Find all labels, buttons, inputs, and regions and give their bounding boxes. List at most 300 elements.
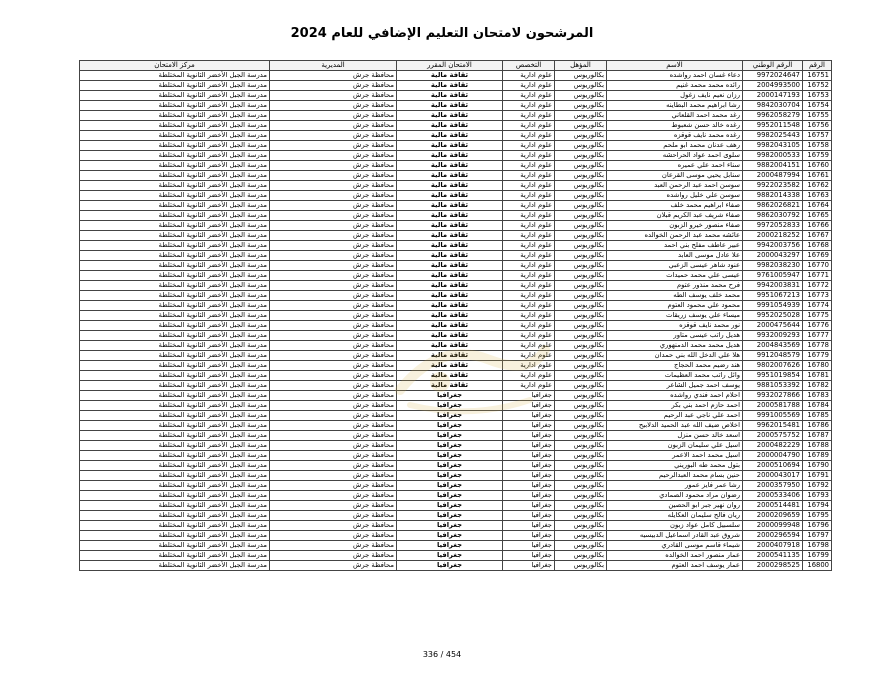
- cell-qualification: بكالوريوس: [555, 541, 607, 551]
- cell-name: بتول محمد طه البوريني: [607, 461, 743, 471]
- cell-exam: جغرافيا: [397, 471, 503, 481]
- cell-name: سناء احمد علي عميره: [607, 161, 743, 171]
- cell-specialization: علوم ادارية: [503, 381, 555, 391]
- cell-national-id: 2000510694: [743, 461, 803, 471]
- cell-name: علا عادل موسى العابد: [607, 251, 743, 261]
- cell-national-id: 2000482229: [743, 441, 803, 451]
- cell-index: 16761: [803, 171, 832, 181]
- cell-exam: ثقافة مالية: [397, 321, 503, 331]
- cell-exam: جغرافيا: [397, 561, 503, 571]
- cell-exam: ثقافة مالية: [397, 311, 503, 321]
- cell-national-id: 9882014338: [743, 191, 803, 201]
- cell-name: محمد خلف يوسف الطه: [607, 291, 743, 301]
- cell-specialization: علوم ادارية: [503, 131, 555, 141]
- cell-qualification: بكالوريوس: [555, 461, 607, 471]
- cell-exam: ثقافة مالية: [397, 121, 503, 131]
- page-number: 336 / 454: [422, 650, 462, 659]
- cell-index: 16782: [803, 381, 832, 391]
- cell-qualification: بكالوريوس: [555, 171, 607, 181]
- cell-directorate: محافظة جرش: [270, 151, 397, 161]
- cell-directorate: محافظة جرش: [270, 541, 397, 551]
- cell-specialization: جغرافيا: [503, 551, 555, 561]
- cell-specialization: علوم ادارية: [503, 281, 555, 291]
- cell-qualification: بكالوريوس: [555, 551, 607, 561]
- cell-name: حنين بسام محمد العبدالرحيم: [607, 471, 743, 481]
- cell-national-id: 9862026821: [743, 201, 803, 211]
- cell-index: 16757: [803, 131, 832, 141]
- cell-index: 16799: [803, 551, 832, 561]
- cell-specialization: جغرافيا: [503, 501, 555, 511]
- cell-index: 16797: [803, 531, 832, 541]
- cell-center: مدرسة الجبل الأخضر الثانوية المختلطة: [80, 411, 270, 421]
- cell-exam: ثقافة مالية: [397, 271, 503, 281]
- header-specialization: التخصص: [503, 61, 555, 71]
- cell-specialization: علوم ادارية: [503, 231, 555, 241]
- table-row: [80, 361, 832, 371]
- table-row: [80, 221, 832, 231]
- cell-qualification: بكالوريوس: [555, 431, 607, 441]
- cell-qualification: بكالوريوس: [555, 471, 607, 481]
- cell-exam: ثقافة مالية: [397, 191, 503, 201]
- cell-exam: ثقافة مالية: [397, 131, 503, 141]
- cell-specialization: جغرافيا: [503, 471, 555, 481]
- table-row: [80, 371, 832, 381]
- cell-index: 16770: [803, 261, 832, 271]
- cell-directorate: محافظة جرش: [270, 311, 397, 321]
- cell-national-id: 2004993500: [743, 81, 803, 91]
- cell-national-id: 2000357950: [743, 481, 803, 491]
- table-row: [80, 311, 832, 321]
- cell-center: مدرسة الجبل الأخضر الثانوية المختلطة: [80, 491, 270, 501]
- cell-qualification: بكالوريوس: [555, 351, 607, 361]
- header-exam: الامتحان المقرر: [397, 61, 503, 71]
- cell-directorate: محافظة جرش: [270, 511, 397, 521]
- cell-center: مدرسة الجبل الأخضر الثانوية المختلطة: [80, 201, 270, 211]
- cell-name: نور محمد نايف قوقزه: [607, 321, 743, 331]
- cell-specialization: علوم ادارية: [503, 111, 555, 121]
- cell-specialization: علوم ادارية: [503, 91, 555, 101]
- cell-qualification: بكالوريوس: [555, 561, 607, 571]
- cell-directorate: محافظة جرش: [270, 491, 397, 501]
- cell-specialization: علوم ادارية: [503, 361, 555, 371]
- cell-specialization: علوم ادارية: [503, 301, 555, 311]
- cell-national-id: 2000004790: [743, 451, 803, 461]
- cell-directorate: محافظة جرش: [270, 171, 397, 181]
- cell-exam: ثقافة مالية: [397, 91, 503, 101]
- cell-name: اسعد خالد حسن منزل: [607, 431, 743, 441]
- table-row: [80, 511, 832, 521]
- cell-national-id: 9922023582: [743, 181, 803, 191]
- cell-specialization: علوم ادارية: [503, 371, 555, 381]
- cell-name: شيماء قاسم موسى القادري: [607, 541, 743, 551]
- cell-exam: ثقافة مالية: [397, 281, 503, 291]
- cell-specialization: علوم ادارية: [503, 271, 555, 281]
- cell-index: 16783: [803, 391, 832, 401]
- cell-directorate: محافظة جرش: [270, 221, 397, 231]
- cell-name: ميساء علي يوسف زريقات: [607, 311, 743, 321]
- cell-exam: جغرافيا: [397, 521, 503, 531]
- cell-qualification: بكالوريوس: [555, 341, 607, 351]
- cell-name: يوسف احمد جميل الشاعر: [607, 381, 743, 391]
- table-row: [80, 521, 832, 531]
- cell-index: 16780: [803, 361, 832, 371]
- cell-index: 16778: [803, 341, 832, 351]
- cell-directorate: محافظة جرش: [270, 191, 397, 201]
- cell-exam: جغرافيا: [397, 421, 503, 431]
- cell-exam: جغرافيا: [397, 501, 503, 511]
- cell-national-id: 9982043105: [743, 141, 803, 151]
- table-row: [80, 211, 832, 221]
- cell-name: هلا علي الدخل الله بني حمدان: [607, 351, 743, 361]
- cell-index: 16766: [803, 221, 832, 231]
- cell-directorate: محافظة جرش: [270, 341, 397, 351]
- cell-qualification: بكالوريوس: [555, 211, 607, 221]
- cell-index: 16773: [803, 291, 832, 301]
- table-row: [80, 501, 832, 511]
- cell-national-id: 2000487994: [743, 171, 803, 181]
- cell-exam: جغرافيا: [397, 481, 503, 491]
- cell-qualification: بكالوريوس: [555, 381, 607, 391]
- cell-exam: ثقافة مالية: [397, 241, 503, 251]
- cell-directorate: محافظة جرش: [270, 371, 397, 381]
- cell-directorate: محافظة جرش: [270, 481, 397, 491]
- cell-name: عمار منصور احمد الخوالده: [607, 551, 743, 561]
- cell-name: رشا ابراهيم محمد البطاينه: [607, 101, 743, 111]
- cell-national-id: 9982000533: [743, 151, 803, 161]
- cell-exam: جغرافيا: [397, 531, 503, 541]
- cell-directorate: محافظة جرش: [270, 301, 397, 311]
- cell-qualification: بكالوريوس: [555, 81, 607, 91]
- cell-specialization: علوم ادارية: [503, 261, 555, 271]
- cell-exam: جغرافيا: [397, 511, 503, 521]
- cell-index: 16798: [803, 541, 832, 551]
- cell-center: مدرسة الجبل الأخضر الثانوية المختلطة: [80, 311, 270, 321]
- cell-national-id: 2000298525: [743, 561, 803, 571]
- cell-center: مدرسة الجبل الأخضر الثانوية المختلطة: [80, 101, 270, 111]
- cell-index: 16754: [803, 101, 832, 111]
- cell-qualification: بكالوريوس: [555, 441, 607, 451]
- cell-exam: ثقافة مالية: [397, 141, 503, 151]
- table-row: [80, 171, 832, 181]
- header-qualification: المؤهل: [555, 61, 607, 71]
- cell-directorate: محافظة جرش: [270, 71, 397, 81]
- cell-qualification: بكالوريوس: [555, 391, 607, 401]
- cell-center: مدرسة الجبل الأخضر الثانوية المختلطة: [80, 481, 270, 491]
- cell-name: سنابل يحيي موسى القرعان: [607, 171, 743, 181]
- cell-center: مدرسة الجبل الأخضر الثانوية المختلطة: [80, 421, 270, 431]
- cell-specialization: علوم ادارية: [503, 291, 555, 301]
- cell-specialization: علوم ادارية: [503, 341, 555, 351]
- header-directorate: المديرية: [270, 61, 397, 71]
- cell-directorate: محافظة جرش: [270, 141, 397, 151]
- cell-center: مدرسة الجبل الأخضر الثانوية المختلطة: [80, 351, 270, 361]
- cell-directorate: محافظة جرش: [270, 421, 397, 431]
- cell-directorate: محافظة جرش: [270, 251, 397, 261]
- table-row: [80, 301, 832, 311]
- cell-directorate: محافظة جرش: [270, 431, 397, 441]
- cell-directorate: محافظة جرش: [270, 451, 397, 461]
- cell-exam: ثقافة مالية: [397, 151, 503, 161]
- cell-qualification: بكالوريوس: [555, 91, 607, 101]
- table-row: [80, 271, 832, 281]
- cell-national-id: 9932027866: [743, 391, 803, 401]
- cell-directorate: محافظة جرش: [270, 241, 397, 251]
- cell-national-id: 9972052833: [743, 221, 803, 231]
- header-center: مركز الامتحان: [80, 61, 270, 71]
- cell-exam: ثقافة مالية: [397, 331, 503, 341]
- cell-national-id: 9962058279: [743, 111, 803, 121]
- cell-name: رائده محمد محمد غنيم: [607, 81, 743, 91]
- header-national-id: الرقم الوطني: [743, 61, 803, 71]
- cell-national-id: 2004843569: [743, 341, 803, 351]
- cell-national-id: 9991054939: [743, 301, 803, 311]
- cell-national-id: 9991005569: [743, 411, 803, 421]
- cell-center: مدرسة الجبل الأخضر الثانوية المختلطة: [80, 461, 270, 471]
- cell-exam: ثقافة مالية: [397, 341, 503, 351]
- cell-name: شروق عبد القادر اسماعيل الدبيسيه: [607, 531, 743, 541]
- cell-exam: ثقافة مالية: [397, 301, 503, 311]
- table-row: [80, 151, 832, 161]
- cell-index: 16752: [803, 81, 832, 91]
- cell-qualification: بكالوريوس: [555, 121, 607, 131]
- cell-national-id: 9962015481: [743, 421, 803, 431]
- cell-index: 16795: [803, 511, 832, 521]
- cell-name: هند رضيم محمد الحجاج: [607, 361, 743, 371]
- cell-directorate: محافظة جرش: [270, 381, 397, 391]
- cell-national-id: 9942003831: [743, 281, 803, 291]
- cell-directorate: محافظة جرش: [270, 551, 397, 561]
- cell-name: هديل راتب عيسى متاور: [607, 331, 743, 341]
- cell-center: مدرسة الجبل الأخضر الثانوية المختلطة: [80, 381, 270, 391]
- table-row: [80, 101, 832, 111]
- cell-qualification: بكالوريوس: [555, 131, 607, 141]
- cell-qualification: بكالوريوس: [555, 421, 607, 431]
- cell-name: اسيل علي سليمان الزبون: [607, 441, 743, 451]
- cell-national-id: 9802007626: [743, 361, 803, 371]
- cell-index: 16791: [803, 471, 832, 481]
- cell-index: 16774: [803, 301, 832, 311]
- table-row: [80, 91, 832, 101]
- cell-exam: ثقافة مالية: [397, 111, 503, 121]
- cell-specialization: علوم ادارية: [503, 71, 555, 81]
- cell-name: رغده خالد حسن شعبوط: [607, 121, 743, 131]
- cell-directorate: محافظة جرش: [270, 471, 397, 481]
- cell-exam: ثقافة مالية: [397, 351, 503, 361]
- cell-center: مدرسة الجبل الأخضر الثانوية المختلطة: [80, 331, 270, 341]
- cell-directorate: محافظة جرش: [270, 501, 397, 511]
- cell-qualification: بكالوريوس: [555, 221, 607, 231]
- cell-specialization: علوم ادارية: [503, 321, 555, 331]
- cell-qualification: بكالوريوس: [555, 161, 607, 171]
- cell-center: مدرسة الجبل الأخضر الثانوية المختلطة: [80, 241, 270, 251]
- cell-name: اسيل محمد احمد الاعمر: [607, 451, 743, 461]
- cell-name: عنود شاهر عيسى الزعبي: [607, 261, 743, 271]
- cell-national-id: 9862030792: [743, 211, 803, 221]
- cell-directorate: محافظة جرش: [270, 101, 397, 111]
- cell-name: سلوى احمد عواد الحراحشه: [607, 151, 743, 161]
- cell-directorate: محافظة جرش: [270, 331, 397, 341]
- cell-exam: ثقافة مالية: [397, 361, 503, 371]
- table-row: [80, 281, 832, 291]
- cell-specialization: جغرافيا: [503, 481, 555, 491]
- cell-exam: ثقافة مالية: [397, 201, 503, 211]
- cell-center: مدرسة الجبل الأخضر الثانوية المختلطة: [80, 551, 270, 561]
- cell-national-id: 2000043297: [743, 251, 803, 261]
- cell-center: مدرسة الجبل الأخضر الثانوية المختلطة: [80, 191, 270, 201]
- cell-index: 16794: [803, 501, 832, 511]
- page-title: المرشحون لامتحان التعليم الإضافي للعام 2024: [290, 26, 594, 41]
- cell-qualification: بكالوريوس: [555, 511, 607, 521]
- cell-specialization: جغرافيا: [503, 511, 555, 521]
- cell-qualification: بكالوريوس: [555, 271, 607, 281]
- table-row: [80, 481, 832, 491]
- cell-specialization: علوم ادارية: [503, 221, 555, 231]
- cell-index: 16755: [803, 111, 832, 121]
- table-row: [80, 401, 832, 411]
- cell-center: مدرسة الجبل الأخضر الثانوية المختلطة: [80, 451, 270, 461]
- cell-qualification: بكالوريوس: [555, 231, 607, 241]
- cell-specialization: جغرافيا: [503, 441, 555, 451]
- cell-exam: ثقافة مالية: [397, 221, 503, 231]
- table-row: [80, 201, 832, 211]
- cell-national-id: 2000296594: [743, 531, 803, 541]
- cell-index: 16787: [803, 431, 832, 441]
- cell-name: صفاء ابراهيم محمد خلف: [607, 201, 743, 211]
- cell-index: 16788: [803, 441, 832, 451]
- cell-name: عبير عاطف مفلح بني احمد: [607, 241, 743, 251]
- table-row: [80, 471, 832, 481]
- cell-center: مدرسة الجبل الأخضر الثانوية المختلطة: [80, 251, 270, 261]
- cell-qualification: بكالوريوس: [555, 491, 607, 501]
- cell-center: مدرسة الجبل الأخضر الثانوية المختلطة: [80, 181, 270, 191]
- candidates-table: [79, 60, 832, 571]
- cell-index: 16772: [803, 281, 832, 291]
- cell-name: عيسى علي محمد حميدات: [607, 271, 743, 281]
- cell-national-id: 9982025443: [743, 131, 803, 141]
- cell-name: ريان فالح سليمان العكايله: [607, 511, 743, 521]
- table-row: [80, 81, 832, 91]
- cell-center: مدرسة الجبل الأخضر الثانوية المختلطة: [80, 151, 270, 161]
- cell-name: سلسبيل كامل عواد زبون: [607, 521, 743, 531]
- cell-qualification: بكالوريوس: [555, 201, 607, 211]
- cell-national-id: 2000581788: [743, 401, 803, 411]
- cell-index: 16768: [803, 241, 832, 251]
- cell-index: 16765: [803, 211, 832, 221]
- table-row: [80, 181, 832, 191]
- table-row: [80, 251, 832, 261]
- cell-directorate: محافظة جرش: [270, 521, 397, 531]
- cell-national-id: 2000533406: [743, 491, 803, 501]
- cell-specialization: علوم ادارية: [503, 181, 555, 191]
- cell-qualification: بكالوريوس: [555, 531, 607, 541]
- cell-center: مدرسة الجبل الأخضر الثانوية المختلطة: [80, 291, 270, 301]
- table-row: [80, 561, 832, 571]
- cell-national-id: 2000514481: [743, 501, 803, 511]
- cell-center: مدرسة الجبل الأخضر الثانوية المختلطة: [80, 231, 270, 241]
- cell-exam: ثقافة مالية: [397, 291, 503, 301]
- table-row: [80, 421, 832, 431]
- cell-name: دعاء غسان احمد رواشده: [607, 71, 743, 81]
- cell-qualification: بكالوريوس: [555, 281, 607, 291]
- cell-qualification: بكالوريوس: [555, 301, 607, 311]
- cell-name: هديل محمد محمد الدمنهوري: [607, 341, 743, 351]
- table-row: [80, 141, 832, 151]
- cell-national-id: 9932009293: [743, 331, 803, 341]
- cell-specialization: جغرافيا: [503, 461, 555, 471]
- cell-directorate: محافظة جرش: [270, 161, 397, 171]
- cell-index: 16764: [803, 201, 832, 211]
- cell-name: رضوان مراد محمود الصمادي: [607, 491, 743, 501]
- cell-index: 16777: [803, 331, 832, 341]
- cell-index: 16763: [803, 191, 832, 201]
- cell-center: مدرسة الجبل الأخضر الثانوية المختلطة: [80, 91, 270, 101]
- cell-specialization: علوم ادارية: [503, 211, 555, 221]
- cell-name: عائشه محمد عبد الرحمن الخوالده: [607, 231, 743, 241]
- cell-name: رغده محمد نايف قوقزه: [607, 131, 743, 141]
- cell-specialization: علوم ادارية: [503, 161, 555, 171]
- cell-directorate: محافظة جرش: [270, 401, 397, 411]
- cell-specialization: علوم ادارية: [503, 201, 555, 211]
- cell-qualification: بكالوريوس: [555, 251, 607, 261]
- cell-name: روان نهير جبر ابو الحصين: [607, 501, 743, 511]
- cell-directorate: محافظة جرش: [270, 271, 397, 281]
- cell-specialization: جغرافيا: [503, 451, 555, 461]
- cell-index: 16796: [803, 521, 832, 531]
- cell-qualification: بكالوريوس: [555, 451, 607, 461]
- cell-national-id: 9761005947: [743, 271, 803, 281]
- cell-qualification: بكالوريوس: [555, 241, 607, 251]
- cell-exam: ثقافة مالية: [397, 371, 503, 381]
- header-index: الرقم: [803, 61, 832, 71]
- cell-national-id: 2000475644: [743, 321, 803, 331]
- cell-center: مدرسة الجبل الأخضر الثانوية المختلطة: [80, 531, 270, 541]
- table-row: [80, 121, 832, 131]
- cell-index: 16776: [803, 321, 832, 331]
- cell-center: مدرسة الجبل الأخضر الثانوية المختلطة: [80, 131, 270, 141]
- cell-exam: ثقافة مالية: [397, 231, 503, 241]
- cell-specialization: علوم ادارية: [503, 151, 555, 161]
- cell-qualification: بكالوريوس: [555, 111, 607, 121]
- cell-specialization: جغرافيا: [503, 541, 555, 551]
- cell-center: مدرسة الجبل الأخضر الثانوية المختلطة: [80, 561, 270, 571]
- cell-name: رزان نعيم نايف زغول: [607, 91, 743, 101]
- cell-qualification: بكالوريوس: [555, 261, 607, 271]
- cell-index: 16756: [803, 121, 832, 131]
- cell-exam: جغرافيا: [397, 411, 503, 421]
- cell-qualification: بكالوريوس: [555, 321, 607, 331]
- table-row: [80, 491, 832, 501]
- header-name: الاسم: [607, 61, 743, 71]
- table-row: [80, 541, 832, 551]
- cell-name: رشا عمر فايز عمور: [607, 481, 743, 491]
- cell-center: مدرسة الجبل الأخضر الثانوية المختلطة: [80, 501, 270, 511]
- cell-center: مدرسة الجبل الأخضر الثانوية المختلطة: [80, 471, 270, 481]
- cell-index: 16762: [803, 181, 832, 191]
- cell-directorate: محافظة جرش: [270, 391, 397, 401]
- cell-qualification: بكالوريوس: [555, 361, 607, 371]
- cell-directorate: محافظة جرش: [270, 291, 397, 301]
- cell-directorate: محافظة جرش: [270, 81, 397, 91]
- cell-name: احمد حازم احمد بني بكر: [607, 401, 743, 411]
- cell-center: مدرسة الجبل الأخضر الثانوية المختلطة: [80, 541, 270, 551]
- cell-exam: ثقافة مالية: [397, 381, 503, 391]
- table-body: [80, 71, 832, 571]
- cell-specialization: جغرافيا: [503, 421, 555, 431]
- table-header-row: [80, 61, 832, 71]
- cell-index: 16790: [803, 461, 832, 471]
- cell-name: محمود علي محمود العتوم: [607, 301, 743, 311]
- cell-center: مدرسة الجبل الأخضر الثانوية المختلطة: [80, 441, 270, 451]
